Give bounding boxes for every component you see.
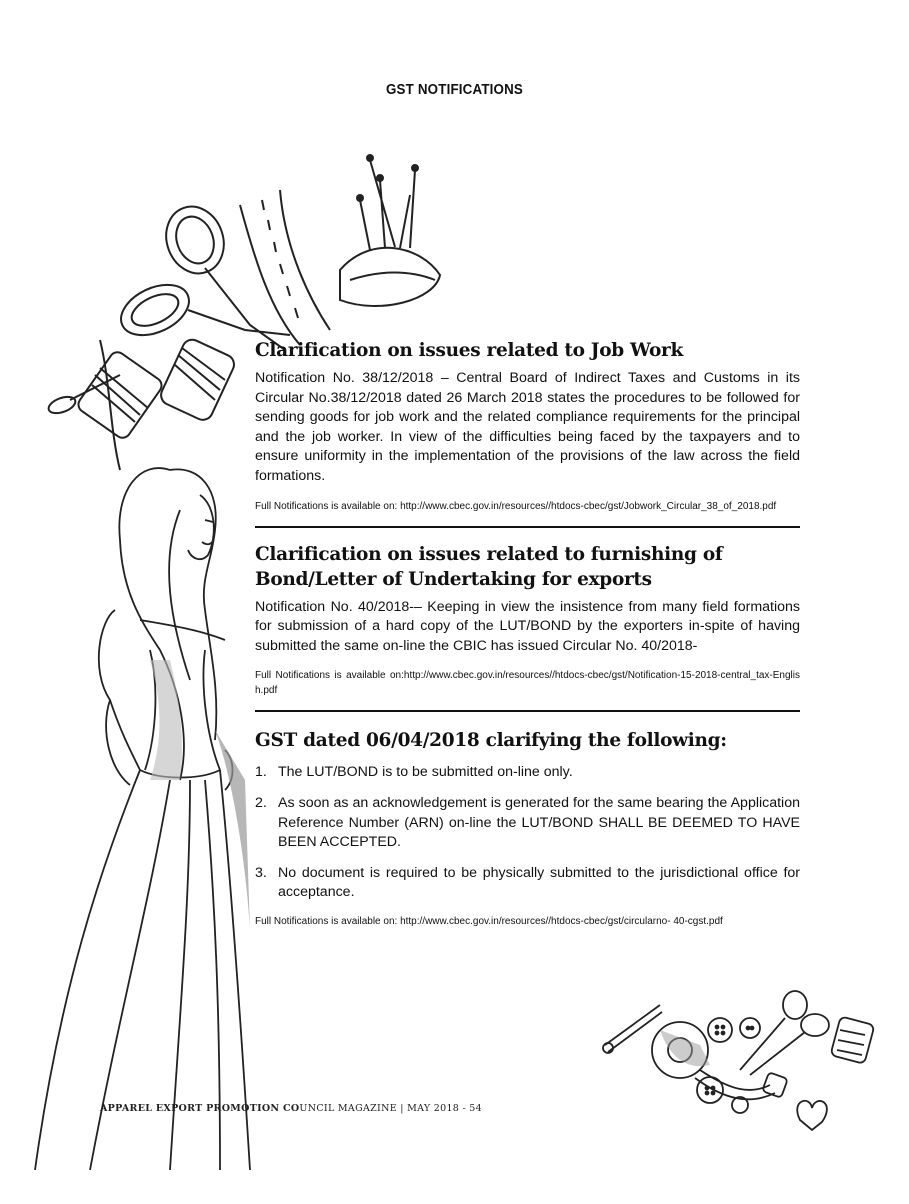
notification-link-note: Full Notifications is available on:http://www.cbec.gov.in/resources//htdocs-cbec/gst/Notification-15-2018-central_tax-English.pdf	[255, 670, 800, 697]
list-item	[255, 794, 800, 853]
section-job-work	[255, 338, 800, 514]
list-text: No document is required to be physically submitted to the jurisdictional office for acceptance.	[278, 864, 800, 901]
tape-measure-buttons-illustration	[600, 990, 880, 1140]
footer-magazine-info: UNCIL MAGAZINE | MAY 2018 - 54	[299, 1103, 482, 1114]
list-number: 2.	[255, 794, 267, 811]
section-heading: GST dated 06/04/2018 clarifying the following:	[255, 730, 727, 752]
list-item	[255, 864, 800, 903]
clarification-list	[255, 763, 800, 903]
list-text: As soon as an acknowledgement is generated for the same bearing the Application Reference Number (ARN) on-line the LUT/BOND SHALL BE DEEMED TO HAVE BEEN ACCEPTED.	[278, 794, 800, 851]
list-number: 3.	[255, 864, 267, 881]
woman-in-gown-illustration	[30, 450, 255, 1190]
list-number: 1.	[255, 764, 267, 781]
section-body: Notification No. 38/12/2018 – Central Board of Indirect Taxes and Customs in its Circular No.38/12/2018 dated 26 March 2018 states the procedures to be followed for sending goods for job work and the related compliance requirements for the principal and the job worker. In view of the difficulties being faced by the taxpayers and to ensure uniformity in the implementation of the provisions of the law across the field formations.	[255, 370, 800, 484]
section-body: Notification No. 40/2018-– Keeping in view the insistence from many field formations for submission of a hard copy of the LUT/BOND by the exporters in-spite of having submitted the same on-line the CBIC has issued Circular No. 40/2018-	[255, 598, 800, 654]
notification-link-note: Full Notifications is available on: http://www.cbec.gov.in/resources//htdocs-cbec/gst/Jobwork_Circular_38_of_2018.pdf	[255, 500, 777, 512]
page-title: GST NOTIFICATIONS	[385, 82, 524, 98]
list-item	[255, 763, 800, 783]
footer-publisher: APPAREL EXPORT PROMOTION CO	[100, 1103, 300, 1114]
list-text: The LUT/BOND is to be submitted on-line only.	[278, 764, 573, 781]
section-bond-lut	[255, 542, 800, 699]
section-divider	[255, 710, 800, 712]
section-gst-clarification	[255, 728, 800, 929]
article-body	[255, 338, 800, 929]
page-footer	[100, 1103, 482, 1114]
notification-link-note: Full Notifications is available on: http://www.cbec.gov.in/resources//htdocs-cbec/gst/circularno- 40-cgst.pdf	[255, 915, 723, 927]
section-heading: Clarification on issues related to Job Work	[255, 340, 684, 361]
section-heading: Clarification on issues related to furnishing of Bond/Letter of Undertaking for exports	[255, 543, 723, 590]
section-divider	[255, 526, 800, 528]
